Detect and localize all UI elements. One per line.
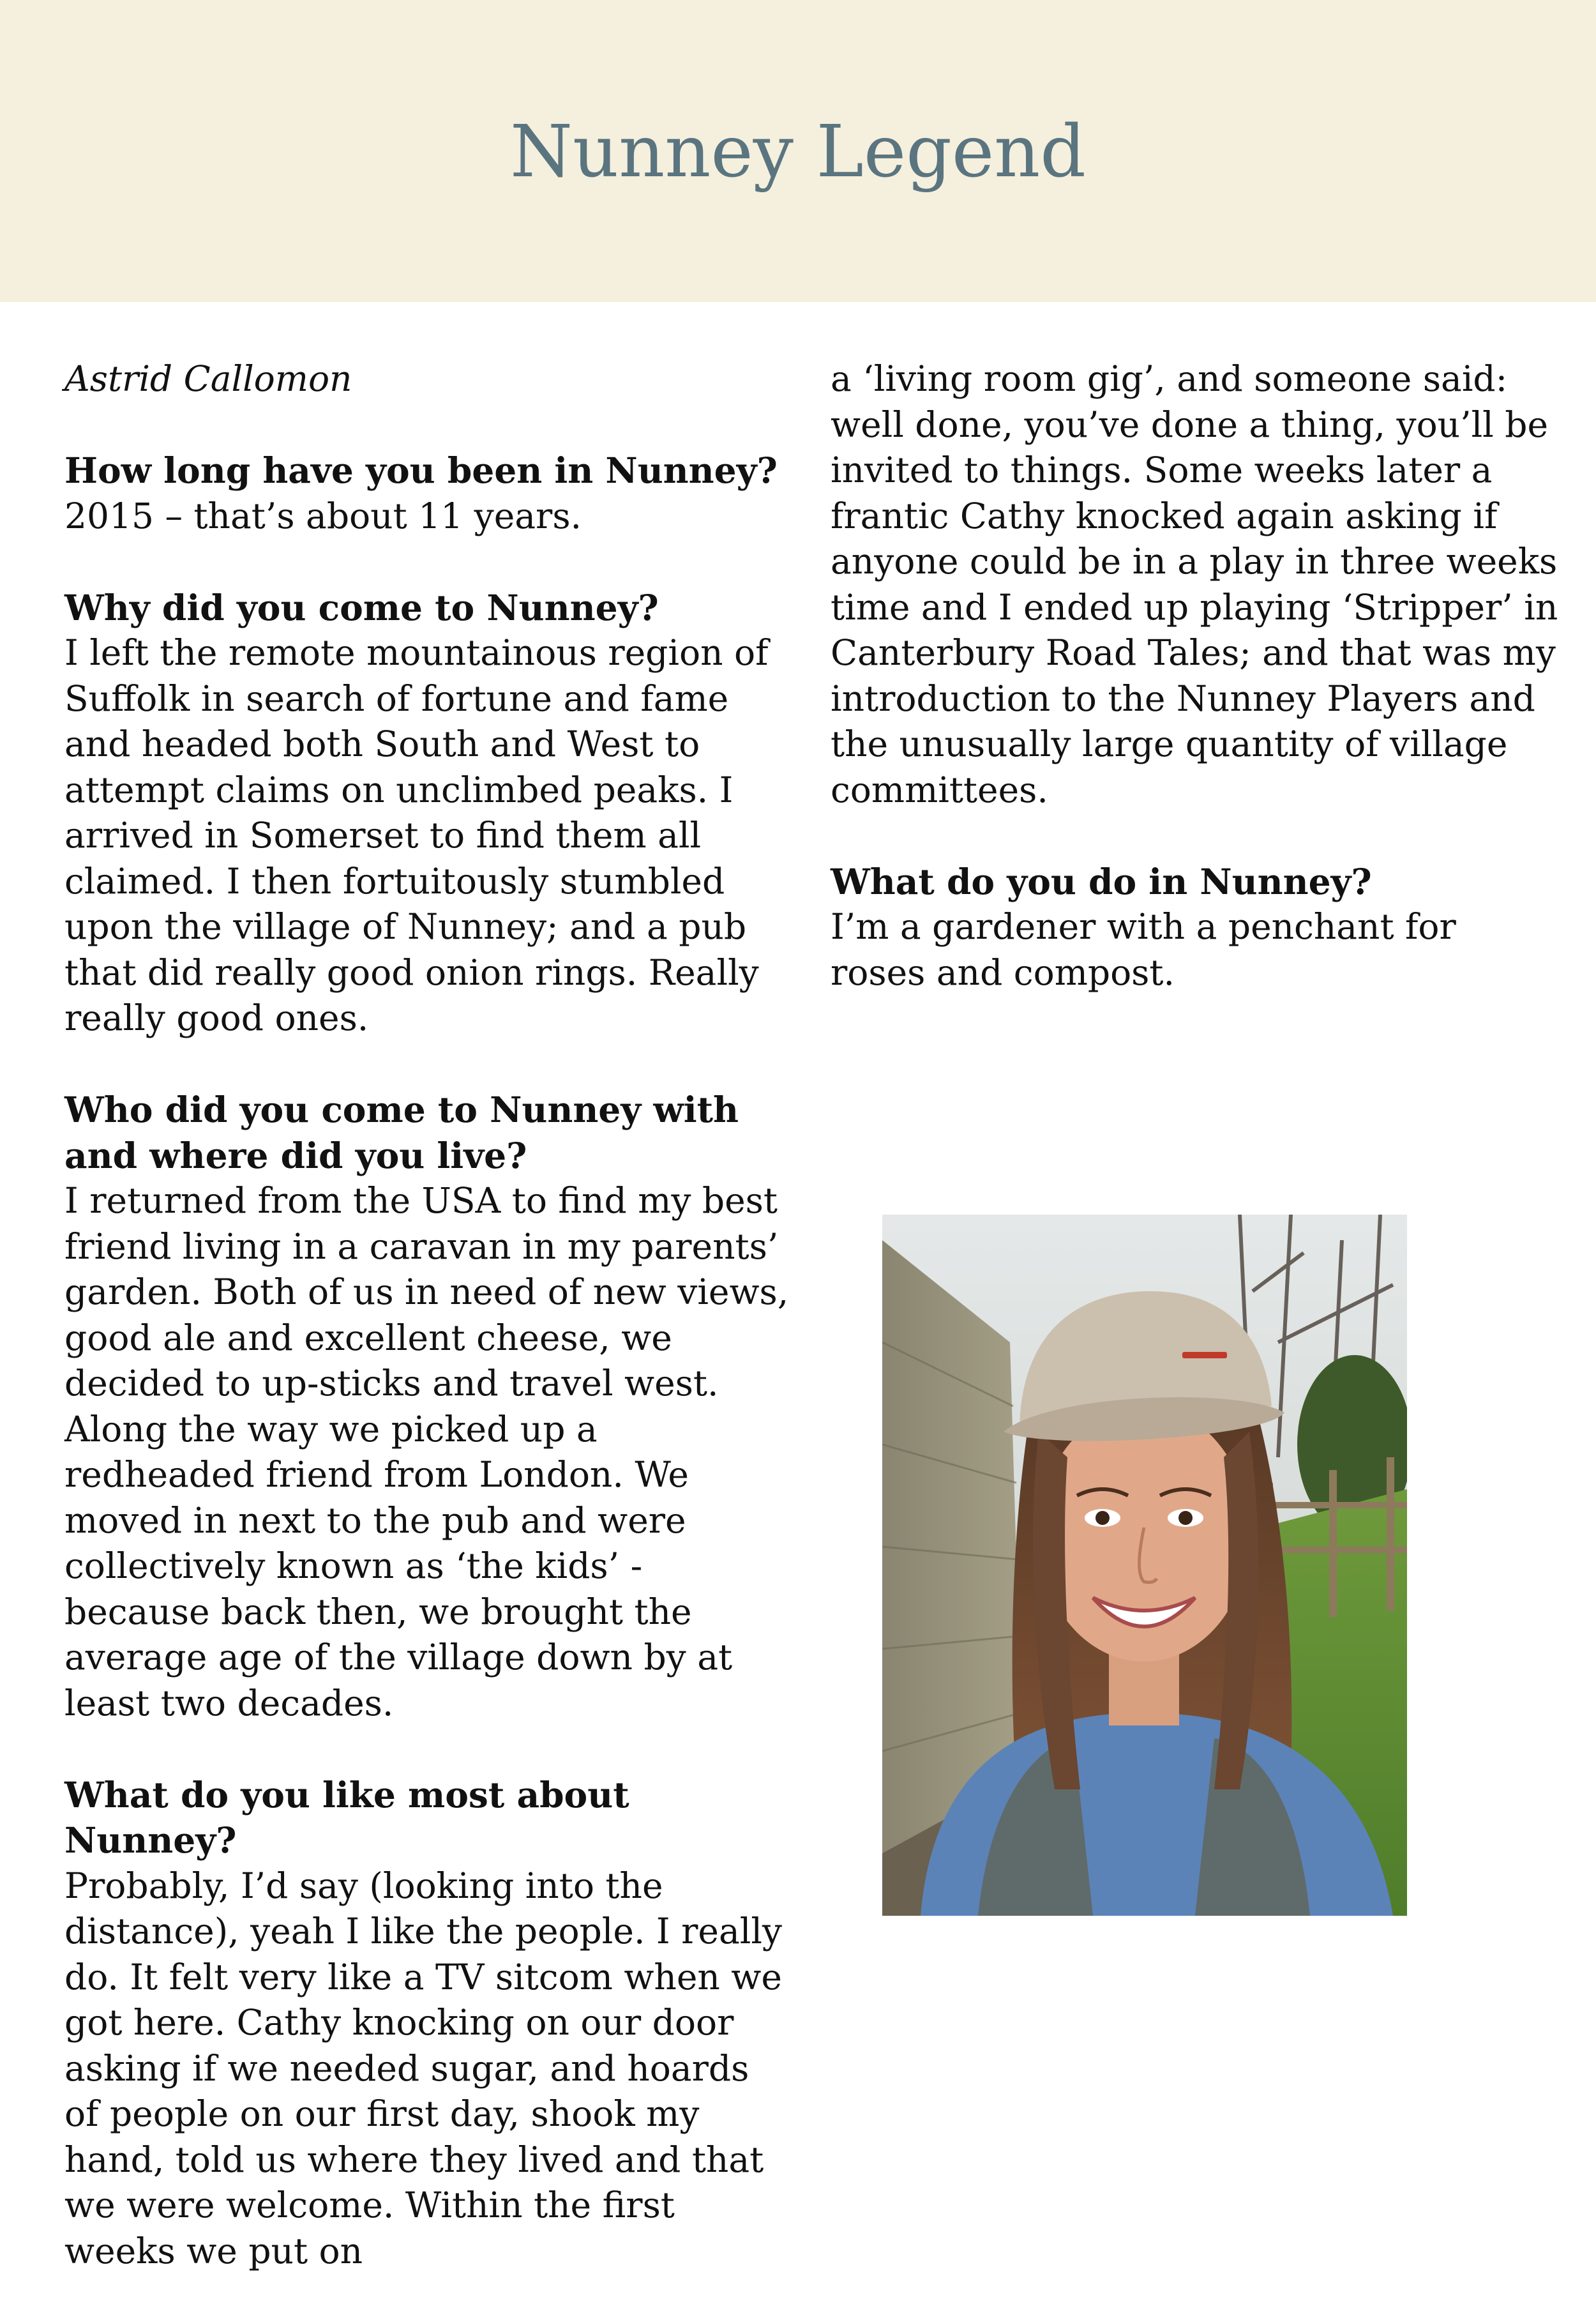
question-heading: Why did you come to Nunney? [64, 586, 659, 628]
page-title: Nunney Legend [509, 110, 1086, 193]
answer-continued-text: a ‘living room gig’, and someone said: well done, you’ve done a thing, you’ll be invited to things. Some weeks later a frantic Cathy knocked again asking if anyone could be in a play in three weeks time and I ended up playing ‘Stripper’ in Canterbury Road Tales; and that was my introduction to the Nunney Players and the unusually large quantity of village committees. [831, 358, 1558, 810]
answer-text: I’m a gardener with a penchant for roses and compost. [831, 906, 1456, 993]
author-name: Astrid Callomon [64, 358, 352, 399]
answer-text: I returned from the USA to find my best friend living in a caravan in my parents’ garden. Both of us in need of new views, good ale and excellent cheese, we decided to up-sticks and travel west. Along the way we picked up a redheaded friend from London. We moved in next to the pub and were collectively known as ‘the kids’ - because back then, we brought the average age of the village down by at least two decades. [64, 1180, 789, 1724]
header-banner [0, 0, 1596, 302]
answer-text: I left the remote mountainous region of Suffolk in search of fortune and fame and headed both South and West to attempt claims on unclimbed peaks. I arrived in Somerset to find them all claimed. I then fortuitously stumbled upon the village of Nunney; and a pub that did really good onion rings. Really really good ones. [64, 632, 769, 1038]
answer-text: Probably, I’d say (looking into the distance), yeah I like the people. I really do. It felt very like a TV sitcom when we got here. Cathy knocking on our door asking if we needed sugar, and hoards of people on our first day, shook my hand, told us where they lived and that we were welcome. Within the first weeks we put on [64, 1865, 783, 2271]
left-column [64, 356, 792, 2320]
answer-text: 2015 – that’s about 11 years. [64, 495, 582, 536]
right-column [831, 356, 1558, 1042]
question-heading: What do you do in Nunney? [831, 860, 1372, 902]
question-heading: Who did you come to Nunney with and where did you live? [64, 1089, 739, 1176]
portrait-photo [882, 1215, 1407, 1916]
question-heading: How long have you been in Nunney? [64, 450, 778, 491]
question-heading: What do you like most about Nunney? [64, 1773, 629, 1861]
